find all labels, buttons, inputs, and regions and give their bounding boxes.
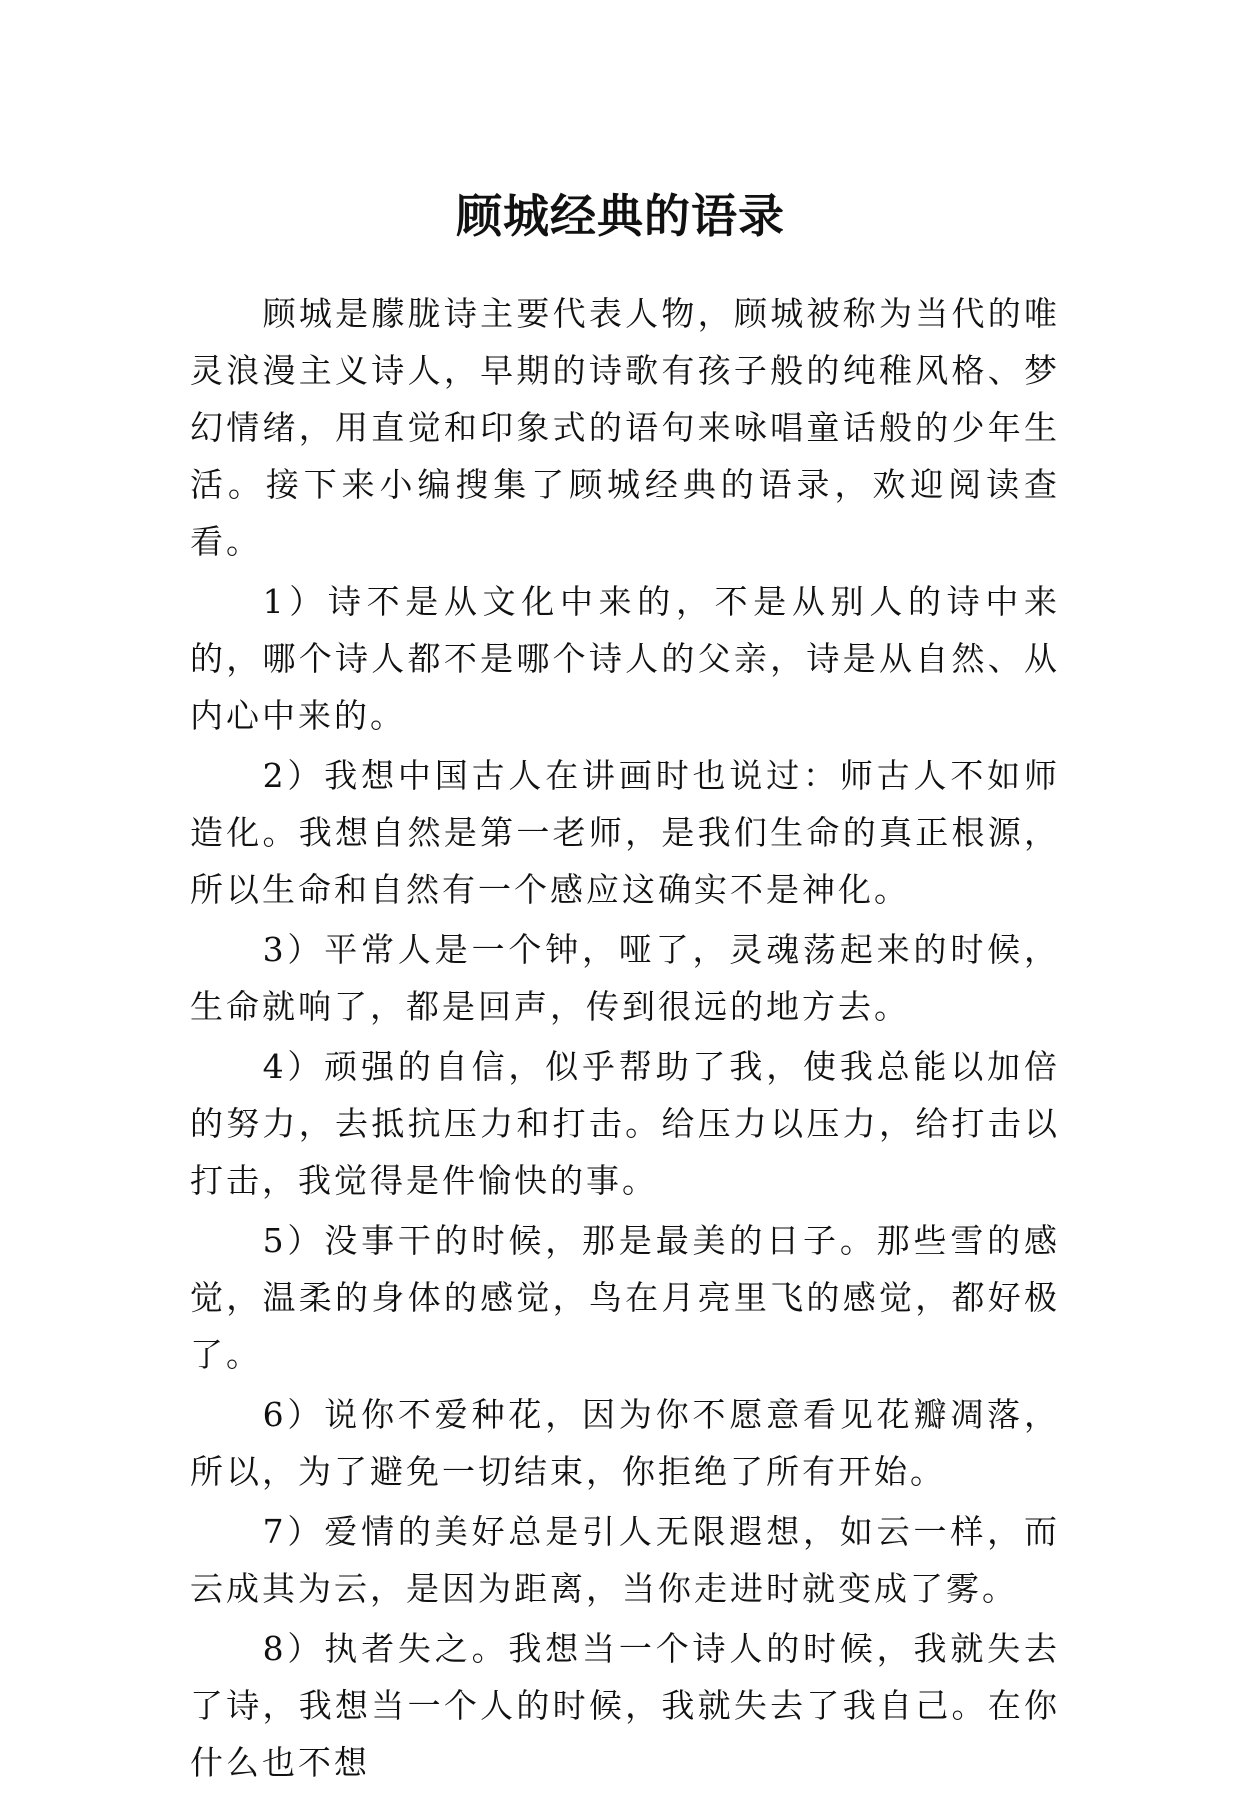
quote-6: 6）说你不爱种花，因为你不愿意看见花瓣凋落，所以，为了避免一切结束，你拒绝了所有开始。 <box>190 1395 1060 1491</box>
paragraph-intro: 顾城是朦胧诗主要代表人物，顾城被称为当代的唯灵浪漫主义诗人，早期的诗歌有孩子般的纯稚风格、梦幻情绪，用直觉和印象式的语句来咏唱童话般的少年生活。接下来小编搜集了顾城经典的语录，欢迎阅读查看。 <box>190 294 1060 561</box>
quote-2: 2）我想中国古人在讲画时也说过：师古人不如师造化。我想自然是第一老师，是我们生命的真正根源，所以生命和自然有一个感应这确实不是神化。 <box>190 756 1060 909</box>
quote-1: 1）诗不是从文化中来的，不是从别人的诗中来的，哪个诗人都不是哪个诗人的父亲，诗是从自然、从内心中来的。 <box>190 582 1060 735</box>
quote-5: 5）没事干的时候，那是最美的日子。那些雪的感觉，温柔的身体的感觉，鸟在月亮里飞的感觉，都好极了。 <box>190 1221 1060 1374</box>
document-body <box>190 285 1060 1794</box>
quote-3: 3）平常人是一个钟，哑了，灵魂荡起来的时候，生命就响了，都是回声，传到很远的地方去。 <box>190 930 1060 1026</box>
quote-4: 4）顽强的自信，似乎帮助了我，使我总能以加倍的努力，去抵抗压力和打击。给压力以压力，给打击以打击，我觉得是件愉快的事。 <box>190 1047 1060 1200</box>
document-title: 顾城经典的语录 <box>456 188 785 243</box>
quote-8: 8）执者失之。我想当一个诗人的时候，我就失去了诗，我想当一个人的时候，我就失去了我自己。在你什么也不想 <box>190 1629 1060 1782</box>
quote-7: 7）爱情的美好总是引人无限遐想，如云一样，而云成其为云，是因为距离，当你走进时就变成了雾。 <box>190 1512 1060 1608</box>
